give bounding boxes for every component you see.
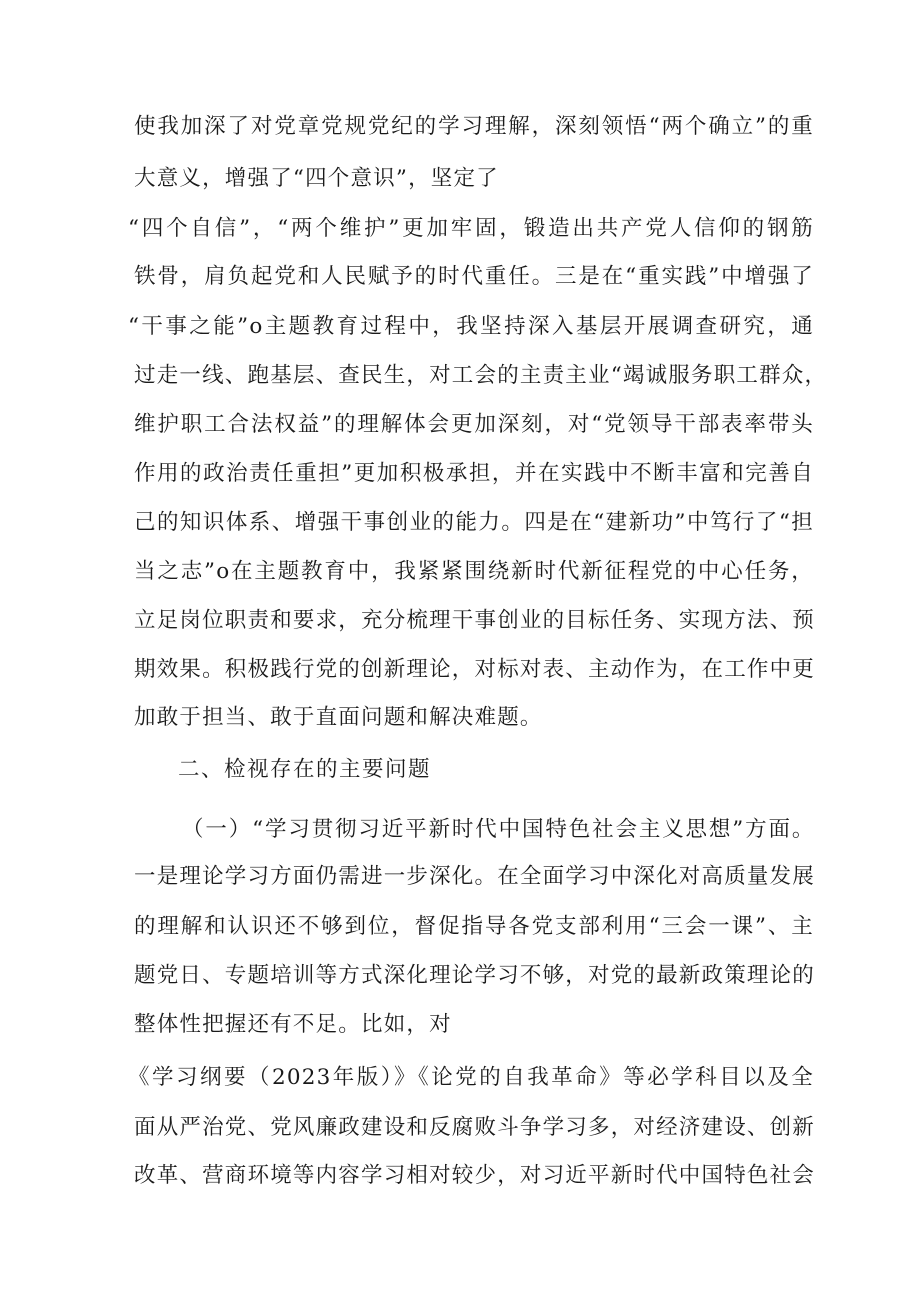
paragraph-line: 立足岗位职责和要求，充分梳理干事创业的目标任务、实现方法、预 xyxy=(134,608,816,633)
paragraph-line: 过走一线、跑基层、查民生，对工会的主责主业“竭诚服务职工群众， xyxy=(134,363,828,388)
paragraph-line: 题党日、专题培训等方式深化理论学习不够，对党的最新政策理论的 xyxy=(134,963,816,988)
paragraph-line: 当之志”o在主题教育中，我紧紧围绕新时代新征程党的中心任务， xyxy=(134,559,814,584)
paragraph-line: 加敢于担当、敢于直面问题和解决难题。 xyxy=(134,705,543,730)
paragraph-line: 《学习纲要（2023年版）》《论党的自我革命》等必学科目以及全 xyxy=(128,1065,814,1090)
paragraph-line: 改革、营商环境等内容学习相对较少，对习近平新时代中国特色社会 xyxy=(134,1163,816,1188)
paragraph-line: 维护职工合法权益”的理解体会更加深刻，对“党领导干部表率带头 xyxy=(134,412,814,437)
paragraph-line: 己的知识体系、增强干事创业的能力。四是在“建新功”中笃行了“担 xyxy=(134,510,814,535)
paragraph-line: 一是理论学习方面仍需进一步深化。在全面学习中深化对高质量发展 xyxy=(134,864,816,889)
section-heading: 二、检视存在的主要问题 xyxy=(178,757,432,782)
paragraph-line: “干事之能”o主题教育过程中，我坚持深入基层开展调查研究，通 xyxy=(128,314,814,339)
paragraph-line: 期效果。积极践行党的创新理论，对标对表、主动作为，在工作中更 xyxy=(134,657,816,682)
paragraph-line: “四个自信”，“两个维护”更加牢固，锻造出共产党人信仰的钢筋 xyxy=(128,216,814,241)
paragraph-line: 的理解和认识还不够到位，督促指导各党支部利用“三会一课”、主 xyxy=(134,914,814,939)
paragraph-line: 面从严治党、党风廉政建设和反腐败斗争学习多，对经济建设、创新 xyxy=(134,1115,816,1140)
subsection-heading: （一）“学习贯彻习近平新时代中国特色社会主义思想”方面。 xyxy=(182,817,814,842)
paragraph-line: 铁骨，肩负起党和人民赋予的时代重任。三是在“重实践”中增强了 xyxy=(134,264,814,289)
paragraph-line: 作用的政治责任重担”更加积极承担，并在实践中不断丰富和完善自 xyxy=(134,461,814,486)
paragraph-line: 大意义，增强了“四个意识”，坚定了 xyxy=(134,166,499,191)
paragraph-line: 整体性把握还有不足。比如，对 xyxy=(134,1012,452,1037)
paragraph-line: 使我加深了对党章党规党纪的学习理解，深刻领悟“两个确立”的重 xyxy=(134,114,814,139)
